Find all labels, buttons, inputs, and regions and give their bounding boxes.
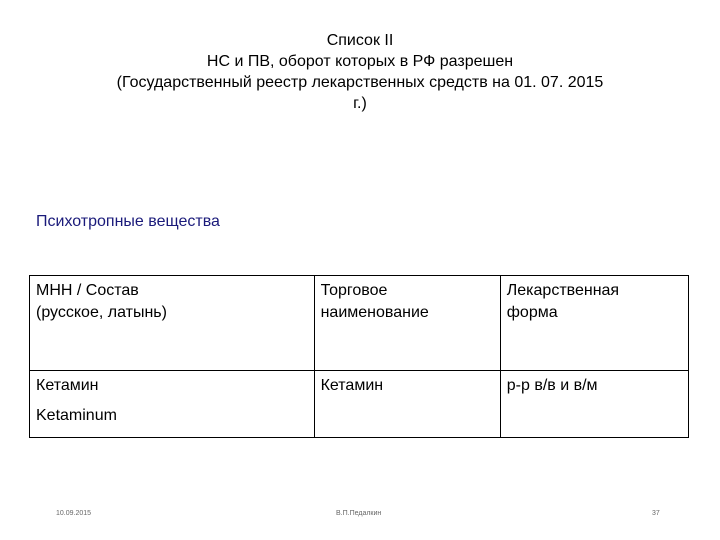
section-heading: Психотропные вещества xyxy=(36,213,220,230)
title-line-1: Список II xyxy=(326,32,394,49)
footer-author: В.П.Педалкин xyxy=(336,510,382,517)
title-line-2: НС и ПВ, оборот которых в РФ разрешен xyxy=(206,53,514,70)
cell-form: р-р в/в и в/м xyxy=(500,371,688,438)
table-row xyxy=(30,371,689,438)
header-trade-line2: наименование xyxy=(320,304,429,321)
header-form-line1: Лекарственная xyxy=(506,282,620,299)
title-line-3: (Государственный реестр лекарственных средств на 01. 07. 2015 xyxy=(116,74,604,91)
footer-date: 10.09.2015 xyxy=(56,510,92,517)
inn-russian: Кетамин xyxy=(36,377,99,394)
inn-latin: Ketaminum xyxy=(36,407,117,424)
header-trade-line1: Торговое xyxy=(320,282,388,299)
header-cell-inn xyxy=(30,276,315,371)
drug-table xyxy=(29,275,689,438)
table-header-row xyxy=(30,276,689,371)
header-cell-trade-name xyxy=(314,276,500,371)
header-inn-line2: (русское, латынь) xyxy=(36,304,167,321)
footer-page-number: 37 xyxy=(652,510,660,517)
cell-inn xyxy=(30,371,315,438)
slide-title xyxy=(40,30,680,114)
header-form-line2: форма xyxy=(506,304,558,321)
title-line-4: г.) xyxy=(353,95,367,112)
header-inn-line1: МНН / Состав xyxy=(36,282,139,299)
cell-trade-name: Кетамин xyxy=(314,371,500,438)
header-cell-form xyxy=(500,276,688,371)
